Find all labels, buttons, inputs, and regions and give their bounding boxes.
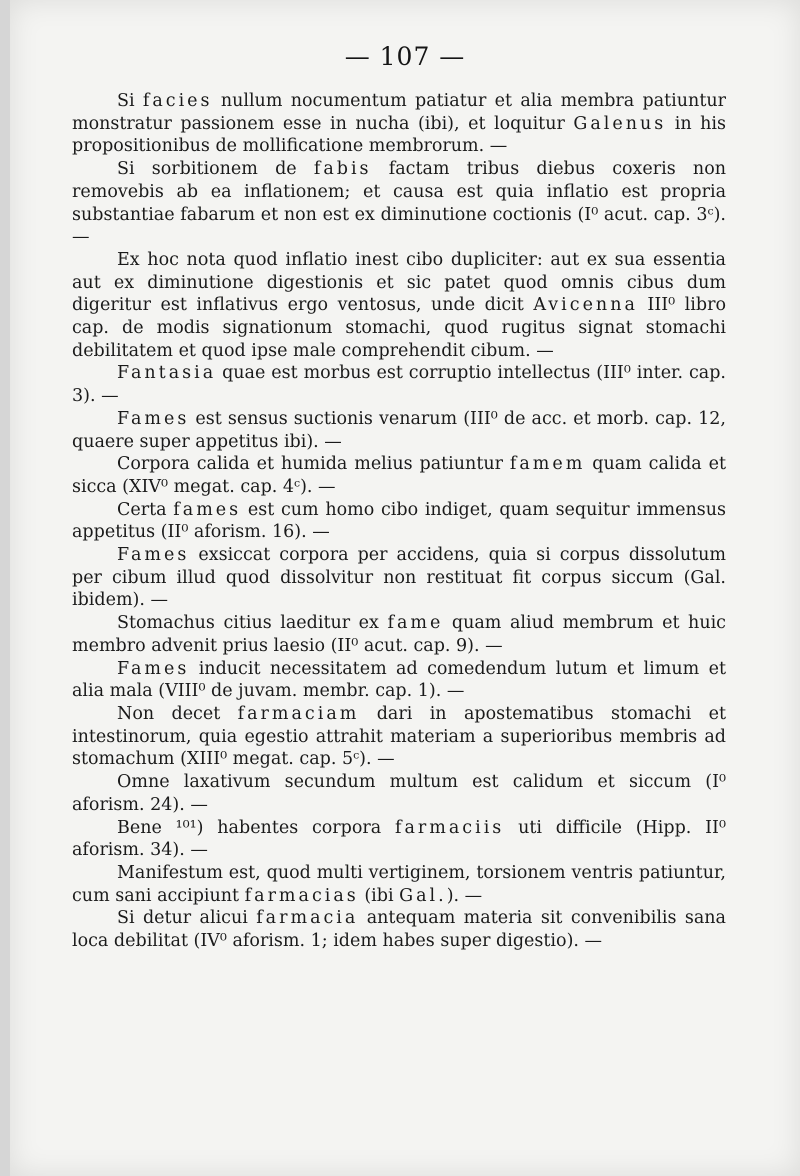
paragraph xyxy=(72,612,726,657)
paragraph xyxy=(72,544,726,612)
text-run: quae est morbus est corruptio intellectus (III⁰ inter. cap. 3). — xyxy=(72,363,726,407)
text-run: uti difficile (Hipp. II⁰ aforism. 34). — xyxy=(72,817,726,861)
paragraph xyxy=(72,362,726,407)
text-run: III⁰ libro cap. de modis signationum stomachi, quod rugitus signat stomachi debilitatem et quod ipse male comprehendit cibum. — xyxy=(72,295,726,361)
spaced-term: Gal. xyxy=(399,885,447,906)
text-run: (ibi xyxy=(358,885,400,906)
paragraph xyxy=(72,158,726,249)
spaced-term: Galenus xyxy=(573,113,667,134)
text-run: quam calida et sicca (XIV⁰ megat. cap. 4ᶜ). — xyxy=(72,454,726,497)
spaced-term: fabis xyxy=(313,159,372,180)
text-run: Si xyxy=(117,91,143,111)
text-run: exsiccat corpora per accidens, quia si corpus dissolutum per cibum illud quod dissolvitur non restituat fit corpus siccum (Gal. ibidem). — xyxy=(72,545,726,611)
spaced-term: farmaciam xyxy=(237,703,360,724)
paragraph xyxy=(72,453,726,498)
text-run: Stomachus citius laeditur ex xyxy=(117,613,388,634)
text-run: Non decet xyxy=(117,703,238,724)
text-run: Si sorbitionem de xyxy=(117,159,314,180)
paragraph xyxy=(72,408,726,453)
paragraph xyxy=(72,771,726,816)
paragraph xyxy=(72,658,726,703)
paragraph xyxy=(72,90,726,158)
paragraph xyxy=(72,817,726,862)
text-run: Ex hoc nota quod inflatio inest cibo dupliciter: aut ex sua essentia aut ex diminutione digestionis et sic patet quod omnis cibus dum digeritur est inflativus ergo ventosus, unde dicit xyxy=(72,249,726,316)
paragraph xyxy=(72,499,726,544)
spaced-term: Fames xyxy=(117,408,190,429)
spaced-term: farmacias xyxy=(244,885,359,906)
spaced-term: famem xyxy=(509,454,586,475)
paragraph xyxy=(72,907,726,952)
spaced-term: farmacia xyxy=(256,908,359,929)
paragraph xyxy=(72,862,726,907)
spaced-term: facies xyxy=(142,91,213,111)
text-run: Corpora calida et humida melius patiuntur xyxy=(117,454,510,475)
spaced-term: fame xyxy=(387,613,444,634)
text-run: est sensus suctionis venarum (III⁰ de acc. et morb. cap. 12, quaere super appetitus ibi). — xyxy=(72,408,726,452)
text-run: Si detur alicui xyxy=(117,908,257,929)
text-run: factam tribus diebus coxeris non removebis ab ea inflationem; et causa est quia inflatio est propria substantiae fabarum et non est ex diminutione coctionis (I⁰ acut. cap. 3ᶜ). — xyxy=(72,159,726,248)
text-run: est cum homo cibo indiget, quam sequitur immensus appetitus (II⁰ aforism. 16). — xyxy=(72,499,727,543)
spaced-term: farmaciis xyxy=(395,817,505,838)
spaced-term: Fames xyxy=(117,545,190,566)
text-run: inducit necessitatem ad comedendum lutum et limum et alia mala (VIII⁰ de juvam. membr. cap. 1). — xyxy=(72,658,726,702)
body-text xyxy=(72,90,726,953)
text-run: quam aliud membrum et huic membro advenit prius laesio (II⁰ acut. cap. 9). — xyxy=(72,613,726,656)
spaced-term: fames xyxy=(173,499,242,520)
text-run: Certa xyxy=(117,499,174,520)
text-run: Bene ¹⁰¹) habentes corpora xyxy=(117,817,395,838)
spaced-term: Avicenna xyxy=(533,295,638,316)
page-number: — 107 — xyxy=(344,42,466,71)
page xyxy=(10,0,800,1176)
text-run: dari in apostematibus stomachi et intestinorum, quia egestio attrahit materiam a superioribus membris ad stomachum (XIII⁰ megat. cap. 5ᶜ). — xyxy=(72,703,726,770)
paragraph xyxy=(72,249,726,363)
paragraph xyxy=(72,703,726,771)
spaced-term: Fantasia xyxy=(117,363,217,384)
text-run: nullum nocumentum patiatur et alia membra patiuntur monstratur passionem esse in nucha (ibi), et loquitur xyxy=(72,91,726,134)
text-run: ). — xyxy=(446,885,483,906)
text-run: in his propositionibus de mollificatione membrorum. — xyxy=(72,113,726,157)
spaced-term: Fames xyxy=(117,658,190,679)
text-run: antequam materia sit convenibilis sana loca debilitat (IV⁰ aforism. 1; idem habes super digestio). — xyxy=(72,908,726,952)
text-run: Manifestum est, quod multi vertiginem, torsionem ventris patiuntur, cum sani accipiunt xyxy=(72,862,726,906)
text-run: Omne laxativum secundum multum est calidum et siccum (I⁰ aforism. 24). — xyxy=(72,772,726,815)
